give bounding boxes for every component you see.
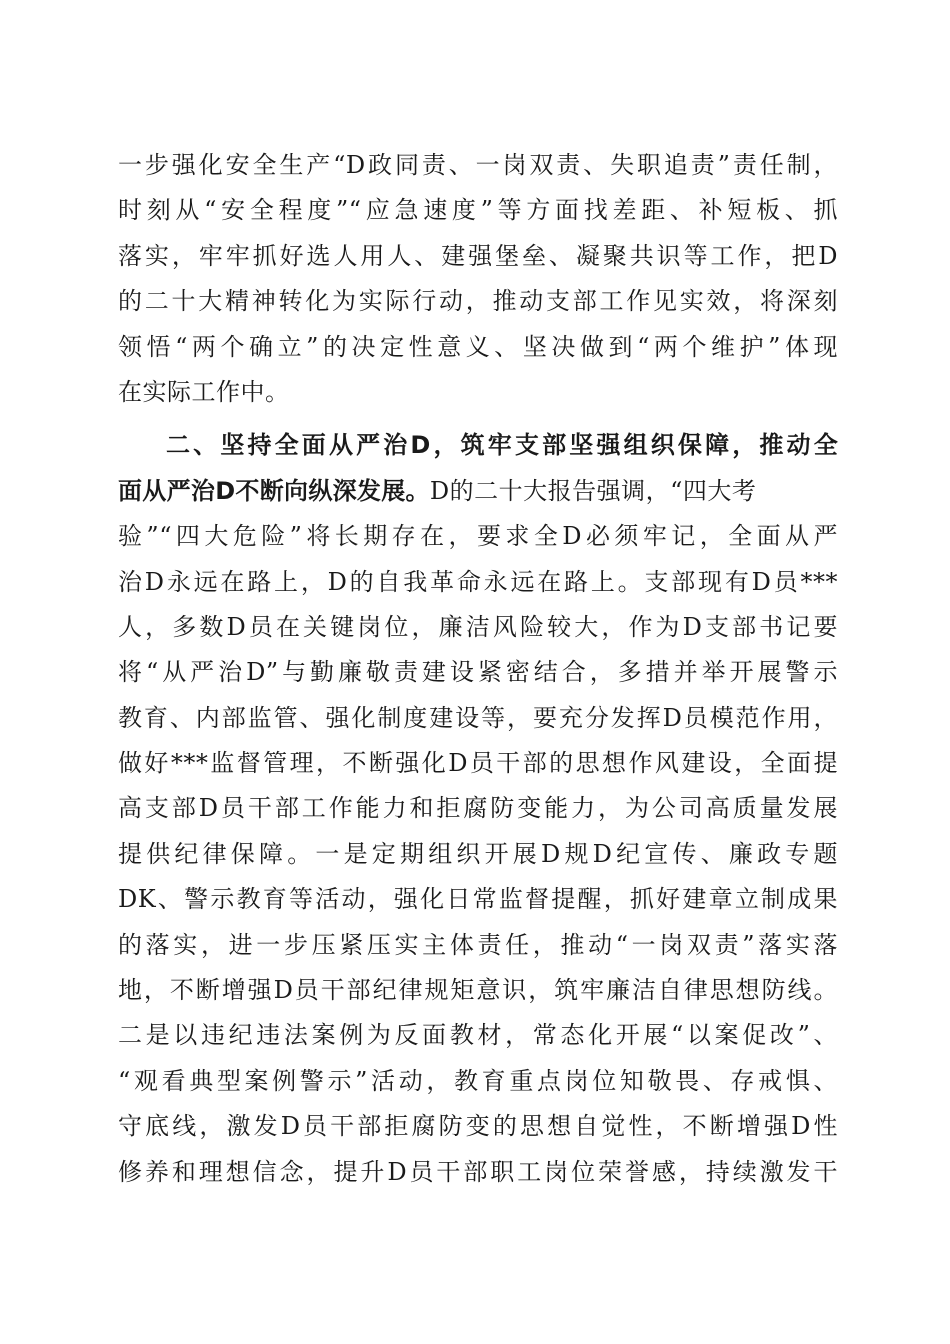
text-line: 领悟“两个确立”的决定性意义、坚决做到“两个维护”体现 [118,332,838,361]
paragraph-1 [118,143,838,415]
text-line: DK、警示教育等活动，强化日常监督提醒，抓好建章立制成果 [118,885,838,914]
text-line: 落实，牢牢抓好选人用人、建强堡垒、凝聚共识等工作，把D [118,241,838,270]
text-line: 将“从严治D”与勤廉敬责建设紧密结合，多措并举开展警示 [118,658,838,687]
text-line [118,469,838,514]
text-line: 在实际工作中。 [118,377,290,406]
text-line: 修养和理想信念，提升D员干部职工岗位荣誉感，持续激发干 [118,1157,838,1186]
text-line: 守底线，激发D员干部拒腐防变的思想自觉性，不断增强D性 [118,1112,838,1141]
section-heading-continued: 面从严治D不断向纵深发展。 [118,476,430,505]
text-line-rest: D的二十大报告强调，“四大考 [429,476,757,505]
paragraph-gap [118,415,838,423]
text-line: 教育、内部监管、强化制度建设等，要充分发挥D员模范作用， [118,703,838,732]
text-line: 提供纪律保障。一是定期组织开展D规D纪宣传、廉政专题 [118,839,838,868]
text-line: 一步强化安全生产“D政同责、一岗双责、失职追责”责任制， [118,151,838,179]
text-line: 治D永远在路上，D的自我革命永远在路上。支部现有D员*** [118,567,838,596]
section-heading: 二、坚持全面从严治D，筑牢支部坚强组织保障，推动全 [166,431,838,460]
text-line: 的二十大精神转化为实际行动，推动支部工作见实效，将深刻 [118,287,838,316]
paragraph-2 [118,423,838,1195]
text-line: “观看典型案例警示”活动，教育重点岗位知敬畏、存戒惧、 [118,1066,838,1095]
text-line: 的落实，进一步压紧压实主体责任，推动“一岗双责”落实落 [118,930,838,959]
text-line: 地，不断增强D员干部纪律规矩意识，筑牢廉洁自律思想防线。 [118,976,838,1005]
text-line: 高支部D员干部工作能力和拒腐防变能力，为公司高质量发展 [118,794,838,823]
text-line: 做好***监督管理，不断强化D员干部的思想作风建设，全面提 [118,749,838,778]
text-line: 人，多数D员在关键岗位，廉洁风险较大，作为D支部书记要 [118,612,838,641]
text-line: 验”“四大危险”将长期存在，要求全D必须牢记，全面从严 [118,522,838,551]
text-line: 二是以违纪违法案例为反面教材，常态化开展“以案促改”、 [118,1021,838,1050]
text-line: 时刻从“安全程度”“应急速度”等方面找差距、补短板、抓 [118,196,838,225]
document-body [118,143,838,1195]
